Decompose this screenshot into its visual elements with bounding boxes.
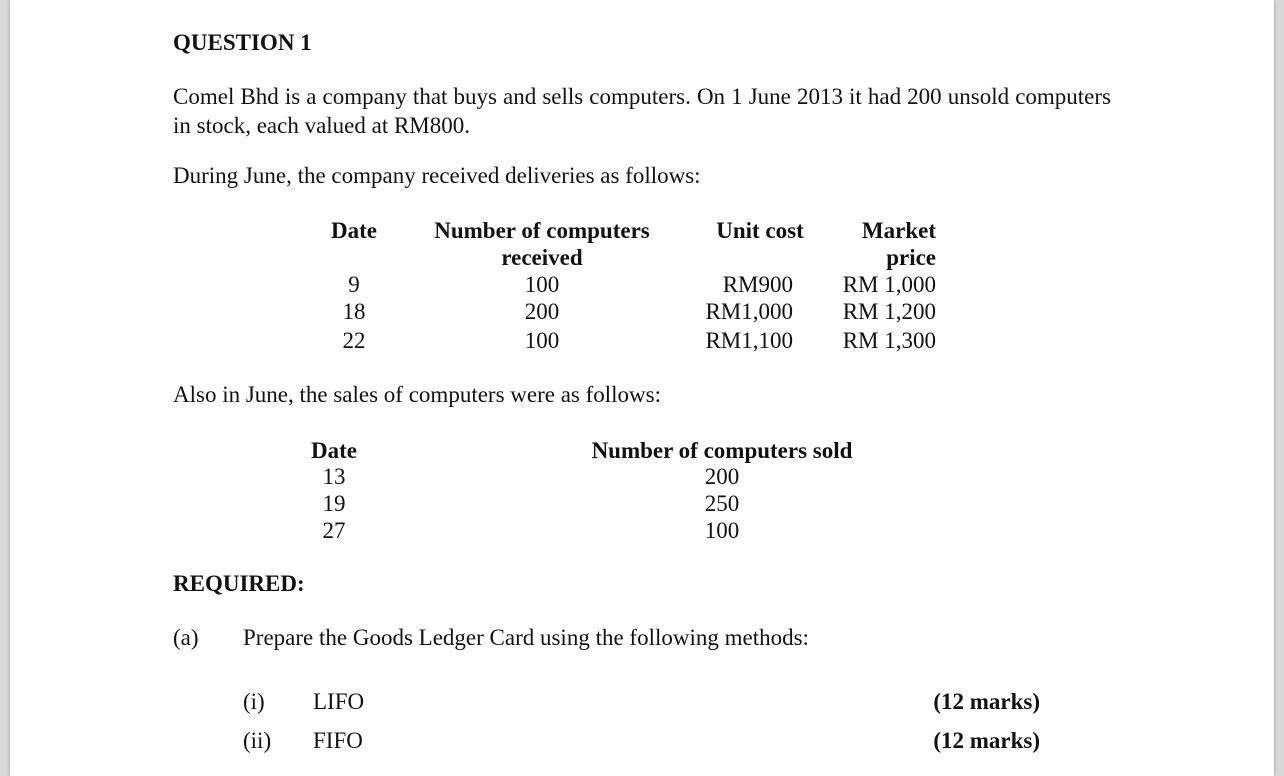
sales-row-date: 13 [322, 464, 346, 489]
deliveries-header-market-line1: Market [861, 218, 936, 243]
sales-row-sold: 250 [704, 491, 740, 516]
deliveries-row-date: 22 [342, 328, 366, 353]
deliveries-header-number-line1: Number of computers [434, 218, 650, 243]
sales-header-sold: Number of computers sold [591, 438, 853, 463]
deliveries-header-unit-cost: Unit cost [716, 218, 804, 243]
deliveries-row-number: 100 [524, 272, 560, 297]
deliveries-intro: During June, the company received deliveries as follows: [173, 163, 701, 188]
deliveries-row-market-price: RM 1,300 [842, 328, 936, 353]
part-a-item-text: FIFO [313, 728, 363, 753]
document-page [10, 0, 1274, 776]
part-a-item-text: LIFO [313, 689, 365, 714]
part-a-text: Prepare the Goods Ledger Card using the following methods: [243, 625, 809, 650]
deliveries-row-unit-cost: RM900 [722, 272, 793, 297]
deliveries-row-date: 18 [342, 299, 366, 324]
sales-row-date: 19 [322, 491, 346, 516]
deliveries-row-date: 9 [348, 272, 360, 297]
part-a-item-marks: (12 marks) [933, 728, 1040, 753]
deliveries-header-number-line2: received [501, 245, 583, 270]
part-a-label: (a) [173, 625, 199, 650]
sales-row-sold: 200 [704, 464, 740, 489]
deliveries-header-market-line2: price [886, 245, 936, 270]
sales-row-date: 27 [322, 518, 346, 543]
deliveries-row-number: 100 [524, 328, 560, 353]
deliveries-row-number: 200 [524, 299, 560, 324]
deliveries-row-market-price: RM 1,200 [842, 299, 936, 324]
sales-intro: Also in June, the sales of computers were as follows: [173, 382, 662, 407]
intro-paragraph: Comel Bhd is a company that buys and sells computers. On 1 June 2013 it had 200 unsold computers in stock, each valued at RM800. [173, 84, 1111, 138]
deliveries-row-unit-cost: RM1,000 [705, 299, 793, 324]
part-a-item-label: (i) [243, 689, 265, 714]
part-a-item-marks: (12 marks) [933, 689, 1040, 714]
required-heading: REQUIRED: [173, 571, 305, 596]
deliveries-row-market-price: RM 1,000 [842, 272, 936, 297]
deliveries-row-unit-cost: RM1,100 [705, 328, 793, 353]
question-title: QUESTION 1 [173, 30, 312, 55]
deliveries-header-date: Date [331, 218, 377, 243]
part-a-item-label: (ii) [243, 728, 272, 753]
sales-header-date: Date [311, 438, 357, 463]
sales-row-sold: 100 [704, 518, 740, 543]
